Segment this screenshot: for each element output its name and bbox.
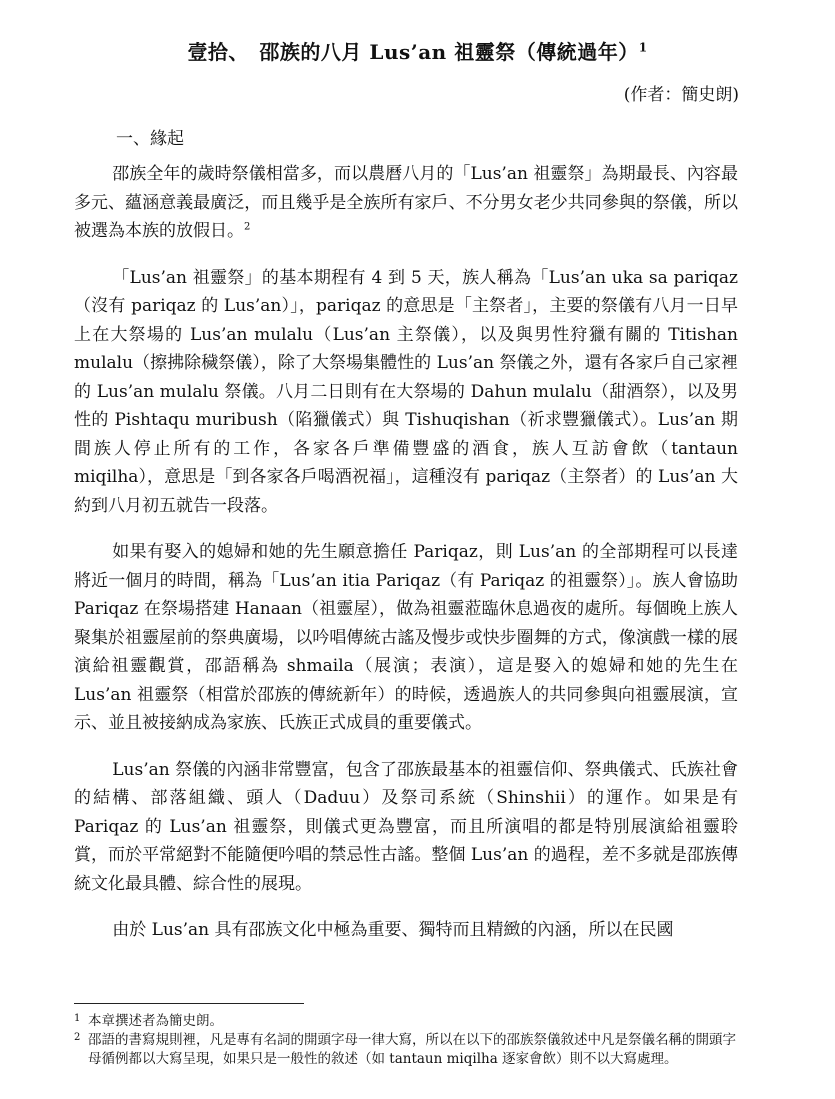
paragraph [74, 264, 738, 521]
paragraph-text: 邵族全年的歲時祭儀相當多，而以農曆八月的「Lus’an 祖靈祭」為期最長、內容最多元、蘊涵意義最廣泛，而且幾乎是全族所有家戶、不分男女老少共同參與的祭儀，所以被選為本族的放假日。 [74, 164, 738, 241]
paragraph [74, 538, 738, 738]
footnote-divider [74, 1003, 304, 1004]
footnote-text: 本章撰述者為簡史朗。 [88, 1013, 223, 1029]
paragraph-text: 如果有娶入的媳婦和她的先生願意擔任 Pariqaz，則 Lus’an 的全部期程可以長達將近一個月的時間，稱為「Lus’an itia Pariqaz（有 Pariqaz 的祖靈祭）」。族人會協助 Pariqaz 在祭場搭建 Hanaan（祖靈屋），做為祖靈蒞臨休息過夜的處所。每個晚上族人聚集於祖靈屋前的祭典廣場，以吟唱傳統古謠及慢步或快步圈舞的方式，像演戲一樣的展演給祖靈觀賞，邵語稱為 shmaila（展演；表演），這是娶入的媳婦和她的先生在 Lus’an 祖靈祭（相當於邵族的傳統新年）的時候，透過族人的共同參與向祖靈展演，宣示、並且被接納成為家族、氏族正式成員的重要儀式。 [74, 542, 738, 733]
chapter-title-text: 壹拾、 邵族的八月 Lus’an 祖靈祭（傳統過年） [187, 40, 639, 64]
footnotes [74, 1012, 738, 1069]
paragraph-text: 由於 Lus’an 具有邵族文化中極為重要、獨特而且精緻的內涵，所以在民國 [112, 920, 674, 940]
footnote-number: 1 [74, 1013, 81, 1024]
footnote-ref-1[interactable]: 1 [638, 40, 648, 55]
author-line: (作者：簡史朗) [623, 85, 739, 105]
footnote-text: 邵語的書寫規則裡，凡是專有名詞的開頭字母一律大寫，所以在以下的邵族祭儀敘述中凡是祭儀名稱的開頭字母循例都以大寫呈現，如果只是一般性的敘述（如 tantaun miqilha 逐家會飲）則不以大寫處理。 [88, 1032, 736, 1067]
paragraph [74, 756, 738, 899]
paragraph [74, 916, 738, 945]
paragraph-text: 「Lus’an 祖靈祭」的基本期程有 4 到 5 天，族人稱為「Lus’an uka sa pariqaz（沒有 pariqaz 的 Lus’an）」，pariqaz 的意思是「主祭者」，主要的祭儀有八月一日早上在大祭場的 Lus’an mulalu（Lus’an 主祭儀），以及與男性狩獵有關的 Titishan mulalu（擦拂除穢祭儀），除了大祭場集體性的 Lus’an 祭儀之外，還有各家戶自己家裡的 Lus’an mulalu 祭儀。八月二日則有在大祭場的 Dahun mulalu（甜酒祭），以及男性的 Pishtaqu muribush（陷獵儀式）與 Tishuqishan（祈求豐獵儀式）。Lus’an 期間族人停止所有的工作，各家各戶準備豐盛的酒食，族人互訪會飲（tantaun miqilha），意思是「到各家各戶喝酒祝福」，這種沒有 pariqaz（主祭者）的 Lus’an 大約到八月初五就告一段落。 [74, 267, 738, 516]
body-text [74, 160, 738, 963]
footnote-ref-2[interactable]: 2 [244, 221, 251, 233]
section-heading: 一、緣起 [116, 129, 184, 149]
footnote-item [74, 1012, 738, 1031]
footnote-item [74, 1031, 738, 1069]
paragraph-text: Lus’an 祭儀的內涵非常豐富，包含了邵族最基本的祖靈信仰、祭典儀式、氏族社會的結構、部落組織、頭人（Daduu）及祭司系統（Shinshii）的運作。如果是有 Pariqaz 的 Lus’an 祖靈祭，則儀式更為豐富，而且所演唱的都是特別展演給祖靈聆賞，而於平常絕對不能隨便吟唱的禁忌性古謠。整個 Lus’an 的過程，差不多就是邵族傳統文化最具體、綜合性的展現。 [74, 759, 738, 894]
paragraph [74, 160, 738, 246]
chapter-title [0, 36, 835, 65]
footnote-number: 2 [74, 1032, 81, 1043]
